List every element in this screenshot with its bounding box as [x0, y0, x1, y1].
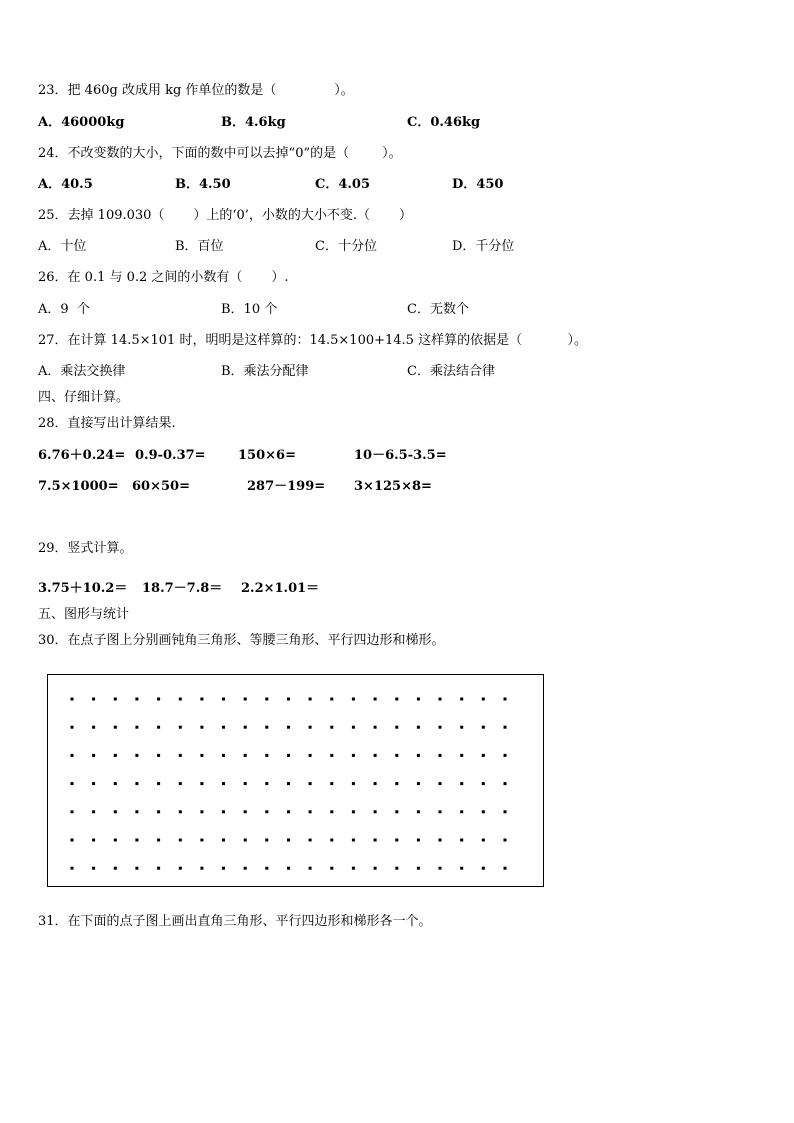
grid-dot: [200, 698, 203, 701]
grid-dot: [222, 867, 225, 870]
q28-expr: 150×6=: [238, 448, 296, 463]
grid-dot: [114, 754, 117, 757]
q29-stem: 29．竖式计算。: [38, 541, 133, 556]
grid-dot: [460, 698, 463, 701]
q27-options: [38, 364, 738, 380]
q24-option-b[interactable]: B．4.50: [175, 177, 231, 192]
grid-dot: [135, 754, 138, 757]
grid-dot: [157, 782, 160, 785]
q26-option-a[interactable]: A．9 个: [38, 302, 90, 317]
grid-dot: [244, 698, 247, 701]
grid-dot: [417, 839, 420, 842]
grid-dot: [352, 867, 355, 870]
grid-dot: [504, 726, 507, 729]
q28-expr: 0.9-0.37=: [135, 448, 206, 463]
grid-dot: [265, 754, 268, 757]
grid-dot: [222, 782, 225, 785]
q26-option-c[interactable]: C．无数个: [407, 302, 469, 317]
grid-dot: [287, 839, 290, 842]
grid-dot: [504, 867, 507, 870]
grid-dot: [309, 839, 312, 842]
grid-dot: [244, 839, 247, 842]
grid-dot: [395, 839, 398, 842]
grid-dot: [352, 754, 355, 757]
q27-option-b[interactable]: B．乘法分配律: [221, 364, 309, 379]
grid-dot: [439, 810, 442, 813]
grid-dot: [92, 726, 95, 729]
grid-dot: [244, 754, 247, 757]
grid-dot: [179, 839, 182, 842]
grid-dot: [374, 782, 377, 785]
grid-dot: [92, 754, 95, 757]
grid-dot: [265, 698, 268, 701]
grid-dot: [330, 754, 333, 757]
q25-option-c[interactable]: C．十分位: [315, 239, 377, 254]
grid-dot: [352, 810, 355, 813]
grid-dot: [439, 726, 442, 729]
q23-option-c[interactable]: C．0.46kg: [407, 115, 481, 130]
grid-dot: [330, 782, 333, 785]
q23-stem: 23．把 460g 改成用 kg 作单位的数是（ ）。: [38, 83, 354, 98]
q24-stem: 24．不改变数的大小，下面的数中可以去掉“0”的是（ ）。: [38, 146, 402, 161]
q25-option-b[interactable]: B．百位: [175, 239, 224, 254]
grid-dot: [395, 867, 398, 870]
q23-option-b[interactable]: B．4.6kg: [221, 115, 286, 130]
grid-dot: [222, 754, 225, 757]
grid-dot: [135, 810, 138, 813]
grid-dot: [374, 726, 377, 729]
grid-dot: [179, 810, 182, 813]
q29-expr: 2.2×1.01＝: [241, 581, 320, 596]
grid-dot: [179, 726, 182, 729]
grid-dot: [71, 698, 74, 701]
grid-dot: [330, 810, 333, 813]
grid-dot: [71, 754, 74, 757]
grid-dot: [395, 726, 398, 729]
grid-dot: [309, 867, 312, 870]
q27-option-c[interactable]: C．乘法结合律: [407, 364, 495, 379]
q24-option-c[interactable]: C．4.05: [315, 177, 371, 192]
grid-dot: [114, 867, 117, 870]
grid-dot: [265, 839, 268, 842]
grid-dot: [374, 867, 377, 870]
grid-dot: [309, 726, 312, 729]
grid-dot: [157, 698, 160, 701]
q28-expr: 7.5×1000=: [38, 479, 119, 494]
section-heading-4: 四、仔细计算。: [38, 390, 130, 405]
grid-dot: [439, 782, 442, 785]
grid-dot: [374, 754, 377, 757]
grid-dot: [200, 726, 203, 729]
grid-dot: [287, 867, 290, 870]
grid-dot: [460, 810, 463, 813]
q28-row-2: [38, 479, 738, 495]
grid-dot: [504, 754, 507, 757]
grid-dot: [482, 839, 485, 842]
grid-dot: [395, 698, 398, 701]
grid-dot: [157, 839, 160, 842]
grid-dot: [114, 698, 117, 701]
q27-stem: 27．在计算 14.5×101 时，明明是这样算的：14.5×100+14.5 这样算的依据是（ ）。: [38, 333, 588, 348]
grid-dot: [460, 839, 463, 842]
grid-dot: [352, 782, 355, 785]
q28-expr: 287－199=: [247, 479, 326, 494]
grid-dot: [330, 867, 333, 870]
grid-dot: [309, 698, 312, 701]
grid-dot: [482, 698, 485, 701]
grid-dot: [135, 867, 138, 870]
grid-dot: [222, 810, 225, 813]
grid-dot: [114, 726, 117, 729]
grid-dot: [179, 698, 182, 701]
grid-dot: [244, 810, 247, 813]
grid-dot: [222, 698, 225, 701]
grid-dot: [395, 782, 398, 785]
grid-dot: [200, 782, 203, 785]
grid-dot: [417, 782, 420, 785]
grid-dot: [439, 754, 442, 757]
grid-dot: [395, 810, 398, 813]
grid-dot: [504, 698, 507, 701]
grid-dot: [309, 782, 312, 785]
grid-dot: [157, 867, 160, 870]
grid-dot: [460, 754, 463, 757]
q29-row: [38, 581, 738, 597]
grid-dot: [352, 698, 355, 701]
grid-dot: [179, 782, 182, 785]
grid-dot: [157, 754, 160, 757]
grid-dot: [374, 698, 377, 701]
q26-option-b[interactable]: B．10 个: [221, 302, 278, 317]
grid-dot: [71, 810, 74, 813]
q25-option-a[interactable]: A．十位: [38, 239, 87, 254]
q25-stem: 25．去掉 109.030（ ）上的‘0’，小数的大小不变.（ ）: [38, 208, 412, 223]
grid-dot: [460, 867, 463, 870]
grid-dot: [71, 839, 74, 842]
grid-dot: [439, 867, 442, 870]
q28-expr: 60×50=: [132, 479, 190, 494]
grid-dot: [135, 726, 138, 729]
grid-dot: [179, 754, 182, 757]
grid-dot: [135, 782, 138, 785]
grid-dot: [439, 839, 442, 842]
grid-dot: [200, 839, 203, 842]
grid-dot: [114, 810, 117, 813]
grid-dot: [417, 726, 420, 729]
grid-dot: [460, 726, 463, 729]
grid-dot: [417, 867, 420, 870]
grid-dot: [244, 782, 247, 785]
grid-dot: [504, 810, 507, 813]
q29-expr: 18.7－7.8＝: [142, 581, 223, 596]
grid-dot: [482, 867, 485, 870]
q28-row-1: [38, 448, 738, 464]
grid-dot: [157, 810, 160, 813]
dot-grid[interactable]: [48, 675, 545, 888]
grid-dot: [395, 754, 398, 757]
grid-dot: [460, 782, 463, 785]
q25-options: [38, 239, 738, 255]
grid-dot: [92, 698, 95, 701]
grid-dot: [265, 782, 268, 785]
grid-dot: [482, 782, 485, 785]
grid-dot: [417, 810, 420, 813]
grid-dot: [352, 726, 355, 729]
grid-dot: [287, 810, 290, 813]
q25-option-d[interactable]: D．千分位: [452, 239, 515, 254]
grid-dot: [330, 726, 333, 729]
q28-expr: 6.76＋0.24=: [38, 448, 126, 463]
grid-dot: [265, 726, 268, 729]
grid-dot: [482, 810, 485, 813]
grid-dot: [417, 698, 420, 701]
grid-dot: [309, 754, 312, 757]
grid-dot: [200, 810, 203, 813]
grid-dot: [135, 839, 138, 842]
grid-dot: [179, 867, 182, 870]
q24-options: [38, 177, 738, 193]
grid-dot: [92, 839, 95, 842]
grid-dot: [287, 754, 290, 757]
q24-option-d[interactable]: D．450: [452, 177, 504, 192]
grid-dot: [287, 782, 290, 785]
q28-expr: 10－6.5-3.5=: [354, 448, 447, 463]
grid-dot: [244, 867, 247, 870]
grid-dot: [71, 726, 74, 729]
grid-dot: [265, 867, 268, 870]
q27-option-a[interactable]: A．乘法交换律: [38, 364, 126, 379]
q28-expr: 3×125×8=: [354, 479, 432, 494]
grid-dot: [330, 698, 333, 701]
grid-dot: [330, 839, 333, 842]
grid-dot: [374, 810, 377, 813]
grid-dot: [114, 839, 117, 842]
q29-expr: 3.75＋10.2＝: [38, 581, 128, 596]
grid-dot: [352, 839, 355, 842]
grid-dot: [439, 698, 442, 701]
grid-dot: [92, 867, 95, 870]
q31-stem: 31．在下面的点子图上画出直角三角形、平行四边形和梯形各一个。: [38, 914, 432, 929]
grid-dot: [92, 810, 95, 813]
grid-dot: [200, 754, 203, 757]
grid-dot: [417, 754, 420, 757]
grid-dot: [114, 782, 117, 785]
grid-dot: [265, 810, 268, 813]
grid-dot: [244, 726, 247, 729]
q23-options: [38, 115, 738, 131]
grid-dot: [71, 867, 74, 870]
grid-dot: [287, 726, 290, 729]
grid-dot: [222, 726, 225, 729]
grid-dot: [157, 726, 160, 729]
q26-options: [38, 302, 738, 318]
grid-dot: [482, 726, 485, 729]
q24-option-a[interactable]: A．40.5: [38, 177, 93, 192]
section-heading-5: 五、图形与统计: [38, 607, 130, 622]
grid-dot: [504, 782, 507, 785]
q28-stem: 28．直接写出计算结果.: [38, 416, 176, 431]
grid-dot: [504, 839, 507, 842]
grid-dot: [482, 754, 485, 757]
grid-dot: [222, 839, 225, 842]
dot-grid-box[interactable]: [47, 674, 544, 887]
grid-dot: [71, 782, 74, 785]
grid-dot: [135, 698, 138, 701]
q26-stem: 26．在 0.1 与 0.2 之间的小数有（ ）.: [38, 270, 289, 285]
grid-dot: [374, 839, 377, 842]
grid-dot: [309, 810, 312, 813]
grid-dot: [92, 782, 95, 785]
q23-option-a[interactable]: A．46000kg: [38, 115, 125, 130]
grid-dot: [200, 867, 203, 870]
grid-dot: [287, 698, 290, 701]
q30-stem: 30．在点子图上分别画钝角三角形、等腰三角形、平行四边形和梯形。: [38, 633, 445, 648]
